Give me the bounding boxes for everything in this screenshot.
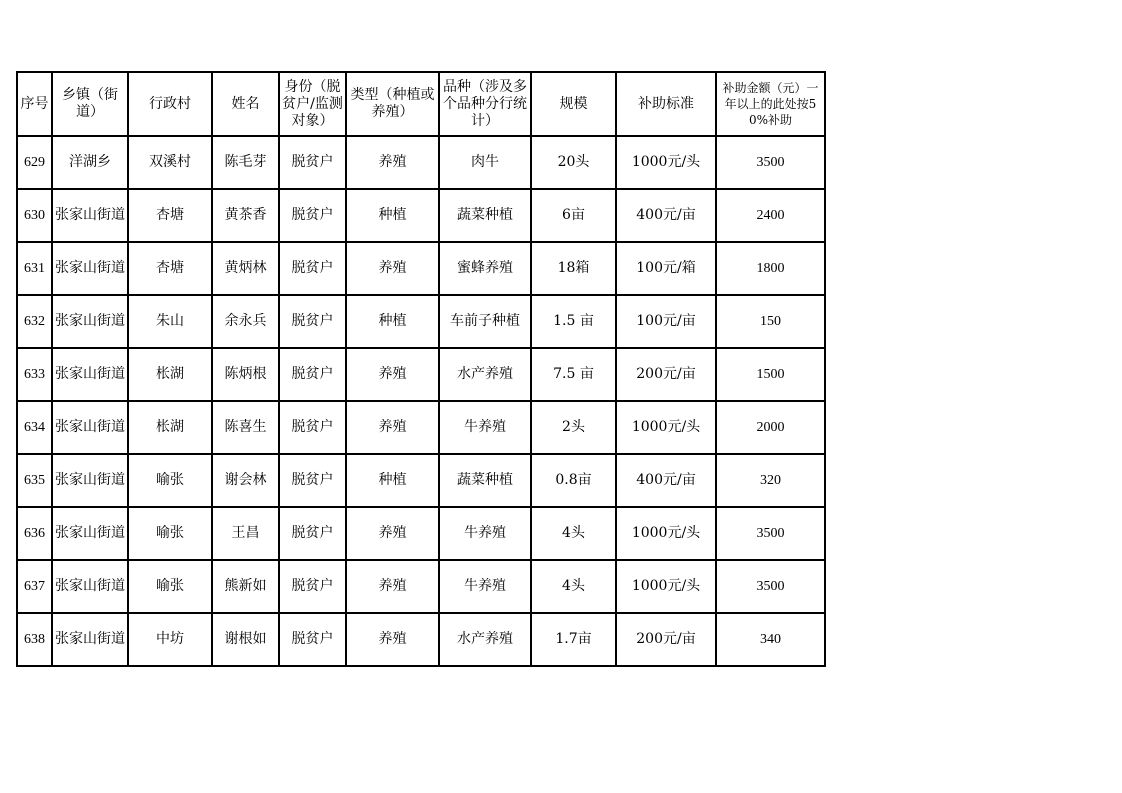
cell-identity: 脱贫户 — [279, 189, 346, 242]
cell-identity: 脱贫户 — [279, 242, 346, 295]
cell-scale: 1.7亩 — [531, 613, 616, 666]
header-standard: 补助标准 — [616, 72, 716, 136]
cell-village: 喻张 — [128, 560, 212, 613]
cell-amount: 1500 — [716, 348, 825, 401]
table-row — [17, 613, 825, 666]
cell-standard: 100元/亩 — [616, 295, 716, 348]
cell-village: 枨湖 — [128, 348, 212, 401]
cell-scale: 0.8亩 — [531, 454, 616, 507]
cell-name: 谢会林 — [212, 454, 279, 507]
cell-scale: 2头 — [531, 401, 616, 454]
header-amount: 补助金额（元）一年以上的此处按50%补助 — [716, 72, 825, 136]
cell-name: 熊新如 — [212, 560, 279, 613]
cell-scale: 4头 — [531, 507, 616, 560]
cell-township: 张家山街道 — [52, 613, 128, 666]
cell-village: 朱山 — [128, 295, 212, 348]
cell-township: 张家山街道 — [52, 507, 128, 560]
cell-serial: 637 — [17, 560, 52, 613]
cell-scale: 6亩 — [531, 189, 616, 242]
cell-variety: 牛养殖 — [439, 507, 531, 560]
header-row — [17, 72, 825, 136]
cell-variety: 车前子种植 — [439, 295, 531, 348]
cell-township: 张家山街道 — [52, 454, 128, 507]
cell-scale: 20头 — [531, 136, 616, 189]
cell-serial: 638 — [17, 613, 52, 666]
cell-identity: 脱贫户 — [279, 507, 346, 560]
table-row — [17, 189, 825, 242]
cell-amount: 320 — [716, 454, 825, 507]
cell-variety: 牛养殖 — [439, 560, 531, 613]
table-row — [17, 401, 825, 454]
cell-standard: 400元/亩 — [616, 454, 716, 507]
cell-standard: 200元/亩 — [616, 348, 716, 401]
cell-name: 黄炳林 — [212, 242, 279, 295]
cell-standard: 100元/箱 — [616, 242, 716, 295]
cell-identity: 脱贫户 — [279, 454, 346, 507]
table-row — [17, 348, 825, 401]
cell-amount: 150 — [716, 295, 825, 348]
cell-amount: 340 — [716, 613, 825, 666]
header-identity: 身份（脱贫户/监测对象） — [279, 72, 346, 136]
cell-standard: 200元/亩 — [616, 613, 716, 666]
cell-standard: 1000元/头 — [616, 560, 716, 613]
cell-village: 双溪村 — [128, 136, 212, 189]
cell-scale: 7.5 亩 — [531, 348, 616, 401]
table-row — [17, 242, 825, 295]
cell-type: 养殖 — [346, 401, 439, 454]
cell-township: 张家山街道 — [52, 348, 128, 401]
cell-township: 张家山街道 — [52, 401, 128, 454]
cell-name: 陈炳根 — [212, 348, 279, 401]
header-township: 乡镇（街道） — [52, 72, 128, 136]
cell-identity: 脱贫户 — [279, 136, 346, 189]
cell-type: 种植 — [346, 189, 439, 242]
cell-township: 张家山街道 — [52, 560, 128, 613]
cell-amount: 3500 — [716, 136, 825, 189]
cell-identity: 脱贫户 — [279, 401, 346, 454]
header-village: 行政村 — [128, 72, 212, 136]
cell-village: 中坊 — [128, 613, 212, 666]
cell-variety: 水产养殖 — [439, 613, 531, 666]
header-variety: 品种（涉及多个品种分行统计） — [439, 72, 531, 136]
cell-scale: 1.5 亩 — [531, 295, 616, 348]
cell-standard: 1000元/头 — [616, 136, 716, 189]
cell-scale: 18箱 — [531, 242, 616, 295]
cell-variety: 牛养殖 — [439, 401, 531, 454]
cell-amount: 3500 — [716, 560, 825, 613]
table-row — [17, 295, 825, 348]
cell-village: 喻张 — [128, 454, 212, 507]
cell-name: 陈毛芽 — [212, 136, 279, 189]
cell-identity: 脱贫户 — [279, 348, 346, 401]
cell-standard: 1000元/头 — [616, 507, 716, 560]
cell-name: 陈喜生 — [212, 401, 279, 454]
cell-village: 杏塘 — [128, 189, 212, 242]
cell-serial: 635 — [17, 454, 52, 507]
cell-amount: 2000 — [716, 401, 825, 454]
header-name: 姓名 — [212, 72, 279, 136]
cell-scale: 4头 — [531, 560, 616, 613]
cell-serial: 630 — [17, 189, 52, 242]
cell-village: 枨湖 — [128, 401, 212, 454]
header-scale: 规模 — [531, 72, 616, 136]
cell-name: 余永兵 — [212, 295, 279, 348]
cell-amount: 1800 — [716, 242, 825, 295]
cell-village: 杏塘 — [128, 242, 212, 295]
cell-standard: 400元/亩 — [616, 189, 716, 242]
cell-serial: 633 — [17, 348, 52, 401]
cell-serial: 636 — [17, 507, 52, 560]
cell-serial: 629 — [17, 136, 52, 189]
cell-variety: 蔬菜种植 — [439, 189, 531, 242]
cell-serial: 631 — [17, 242, 52, 295]
cell-village: 喻张 — [128, 507, 212, 560]
cell-name: 谢根如 — [212, 613, 279, 666]
cell-type: 种植 — [346, 295, 439, 348]
cell-variety: 蜜蜂养殖 — [439, 242, 531, 295]
cell-type: 养殖 — [346, 613, 439, 666]
cell-type: 养殖 — [346, 242, 439, 295]
table-row — [17, 136, 825, 189]
cell-serial: 632 — [17, 295, 52, 348]
cell-name: 黄茶香 — [212, 189, 279, 242]
header-serial: 序号 — [17, 72, 52, 136]
cell-amount: 2400 — [716, 189, 825, 242]
cell-type: 养殖 — [346, 507, 439, 560]
cell-township: 洋湖乡 — [52, 136, 128, 189]
header-type: 类型（种植或养殖） — [346, 72, 439, 136]
cell-variety: 肉牛 — [439, 136, 531, 189]
subsidy-table — [16, 71, 826, 667]
cell-variety: 蔬菜种植 — [439, 454, 531, 507]
cell-amount: 3500 — [716, 507, 825, 560]
cell-type: 养殖 — [346, 560, 439, 613]
cell-serial: 634 — [17, 401, 52, 454]
cell-standard: 1000元/头 — [616, 401, 716, 454]
cell-type: 养殖 — [346, 348, 439, 401]
cell-identity: 脱贫户 — [279, 560, 346, 613]
table-row — [17, 560, 825, 613]
cell-identity: 脱贫户 — [279, 613, 346, 666]
cell-type: 养殖 — [346, 136, 439, 189]
cell-name: 王昌 — [212, 507, 279, 560]
cell-township: 张家山街道 — [52, 189, 128, 242]
cell-variety: 水产养殖 — [439, 348, 531, 401]
cell-identity: 脱贫户 — [279, 295, 346, 348]
cell-township: 张家山街道 — [52, 242, 128, 295]
table-row — [17, 454, 825, 507]
cell-township: 张家山街道 — [52, 295, 128, 348]
cell-type: 种植 — [346, 454, 439, 507]
table-row — [17, 507, 825, 560]
